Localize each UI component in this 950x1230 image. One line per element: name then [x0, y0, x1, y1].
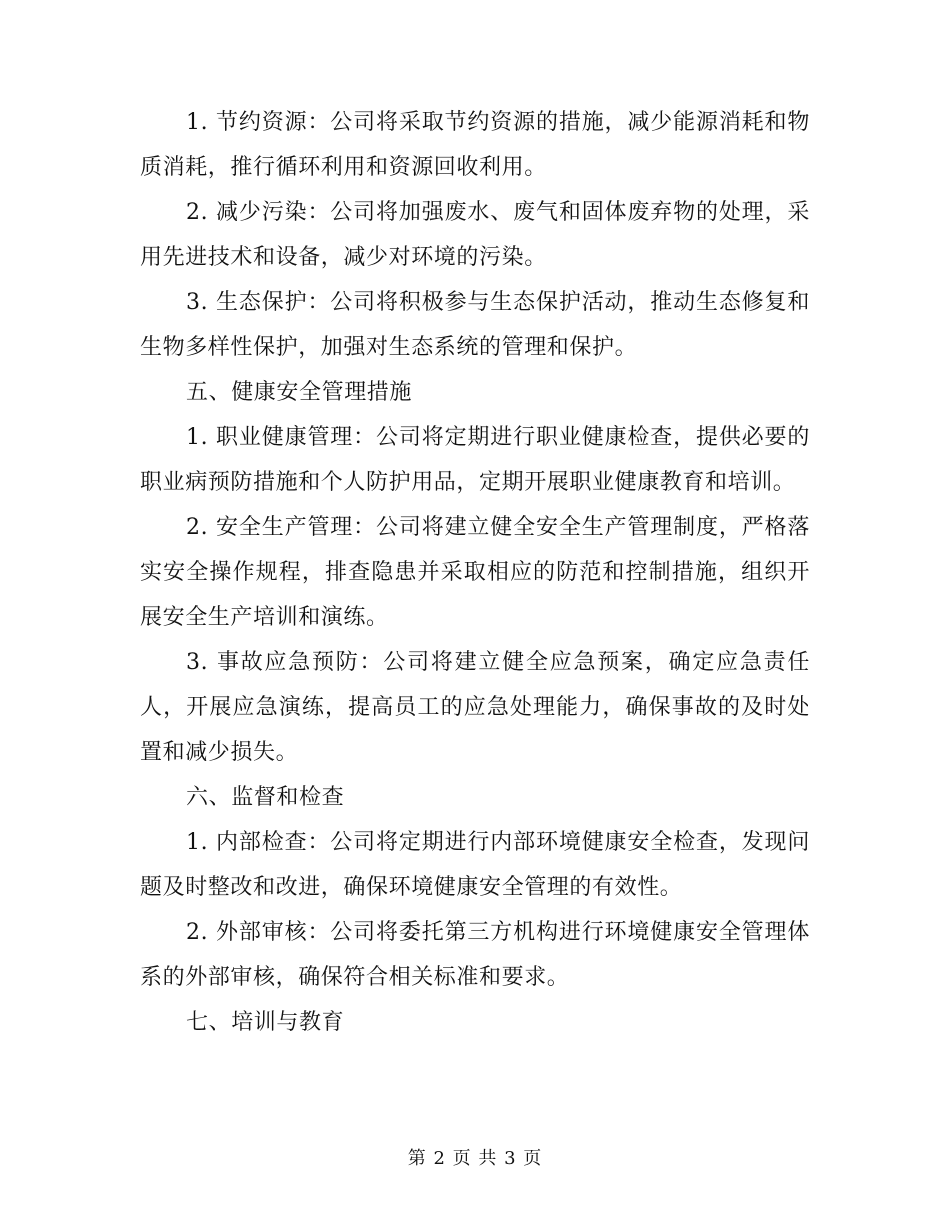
section-heading-health-safety: 五、健康安全管理措施 [186, 380, 413, 405]
document-body [140, 100, 810, 1045]
section-heading-supervision: 六、监督和检查 [186, 785, 345, 810]
paragraph-production-safety: 2. 安全生产管理：公司将建立健全安全生产管理制度，严格落实安全操作规程，排查隐患并采取相应的防范和控制措施，组织开展安全生产培训和演练。 [140, 515, 810, 630]
section-heading-training: 七、培训与教育 [186, 1010, 345, 1035]
paragraph-emergency-prevention: 3. 事故应急预防：公司将建立健全应急预案，确定应急责任人，开展应急演练，提高员工的应急处理能力，确保事故的及时处置和减少损失。 [140, 650, 810, 765]
page-number-footer: 第 2 页 共 3 页 [407, 1148, 543, 1169]
paragraph-external-audit: 2. 外部审核：公司将委托第三方机构进行环境健康安全管理体系的外部审核，确保符合相关标准和要求。 [140, 920, 810, 990]
paragraph-occupational-health: 1. 职业健康管理：公司将定期进行职业健康检查，提供必要的职业病预防措施和个人防护用品，定期开展职业健康教育和培训。 [140, 425, 810, 495]
paragraph-ecological-protection: 3. 生态保护：公司将积极参与生态保护活动，推动生态修复和生物多样性保护，加强对生态系统的管理和保护。 [140, 290, 810, 360]
paragraph-save-resources: 1. 节约资源：公司将采取节约资源的措施，减少能源消耗和物质消耗，推行循环利用和资源回收利用。 [140, 110, 810, 180]
paragraph-reduce-pollution: 2. 减少污染：公司将加强废水、废气和固体废弃物的处理，采用先进技术和设备，减少对环境的污染。 [140, 200, 810, 270]
paragraph-internal-inspection: 1. 内部检查：公司将定期进行内部环境健康安全检查，发现问题及时整改和改进，确保环境健康安全管理的有效性。 [140, 830, 810, 900]
